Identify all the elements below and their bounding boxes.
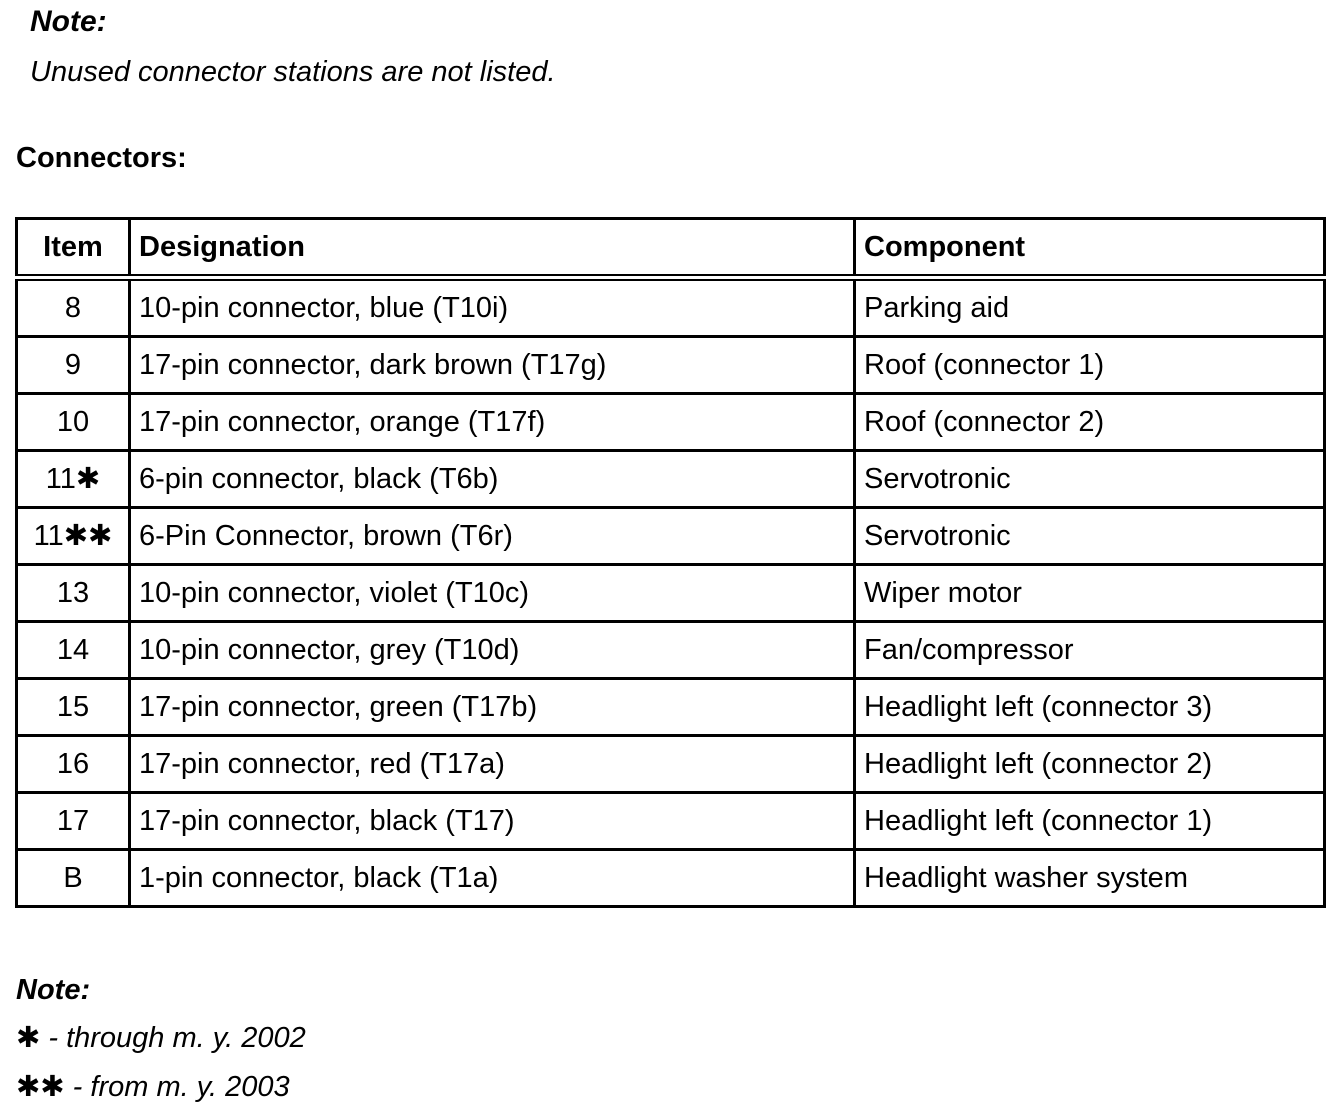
note-heading-bottom: Note: (16, 974, 91, 1006)
cell-item: 16 (17, 736, 130, 793)
cell-designation: 1-pin connector, black (T1a) (130, 850, 855, 907)
footnote-through-2002 (16, 1018, 306, 1058)
cell-designation: 6-pin connector, black (T6b) (130, 451, 855, 508)
cell-item: 10 (17, 394, 130, 451)
table-row (17, 793, 1325, 850)
table-row (17, 337, 1325, 394)
cell-component: Roof (connector 1) (855, 337, 1325, 394)
cell-item: 9 (17, 337, 130, 394)
cell-item: 14 (17, 622, 130, 679)
table-row (17, 850, 1325, 907)
cell-item: 13 (17, 565, 130, 622)
footnote-text: - through m. y. 2002 (40, 1022, 306, 1054)
table-row (17, 278, 1325, 337)
cell-item: 17 (17, 793, 130, 850)
footnote-text: - from m. y. 2003 (64, 1071, 290, 1103)
table-row (17, 622, 1325, 679)
cell-component: Headlight washer system (855, 850, 1325, 907)
cell-component: Headlight left (connector 1) (855, 793, 1325, 850)
cell-designation: 17-pin connector, dark brown (T17g) (130, 337, 855, 394)
cell-item: 8 (17, 278, 130, 337)
header-designation: Designation (130, 219, 855, 278)
connectors-table (15, 217, 1326, 908)
cell-component: Servotronic (855, 451, 1325, 508)
cell-designation: 17-pin connector, orange (T17f) (130, 394, 855, 451)
cell-designation: 17-pin connector, black (T17) (130, 793, 855, 850)
cell-designation: 10-pin connector, blue (T10i) (130, 278, 855, 337)
cell-designation: 17-pin connector, green (T17b) (130, 679, 855, 736)
footnote-mark: ✱ (16, 1022, 41, 1054)
cell-item: 11✱ (17, 451, 130, 508)
cell-component: Wiper motor (855, 565, 1325, 622)
cell-designation: 17-pin connector, red (T17a) (130, 736, 855, 793)
cell-item: 15 (17, 679, 130, 736)
cell-component: Servotronic (855, 508, 1325, 565)
cell-component: Parking aid (855, 278, 1325, 337)
cell-component: Headlight left (connector 2) (855, 736, 1325, 793)
section-title-connectors: Connectors: (16, 142, 187, 174)
table-header-row (17, 219, 1325, 278)
note-heading-top: Note: (30, 5, 107, 38)
table-row (17, 451, 1325, 508)
cell-designation: 10-pin connector, grey (T10d) (130, 622, 855, 679)
cell-component: Headlight left (connector 3) (855, 679, 1325, 736)
cell-item: 11✱✱ (17, 508, 130, 565)
header-component: Component (855, 219, 1325, 278)
cell-designation: 10-pin connector, violet (T10c) (130, 565, 855, 622)
note-text-top: Unused connector stations are not listed. (30, 56, 556, 88)
cell-component: Roof (connector 2) (855, 394, 1325, 451)
footnote-from-2003 (16, 1067, 290, 1107)
footnote-mark: ✱✱ (16, 1071, 65, 1103)
cell-item: B (17, 850, 130, 907)
table-row (17, 508, 1325, 565)
header-item: Item (17, 219, 130, 278)
table-row (17, 394, 1325, 451)
table-row (17, 679, 1325, 736)
cell-designation: 6-Pin Connector, brown (T6r) (130, 508, 855, 565)
table-row (17, 565, 1325, 622)
table-row (17, 736, 1325, 793)
cell-component: Fan/compressor (855, 622, 1325, 679)
